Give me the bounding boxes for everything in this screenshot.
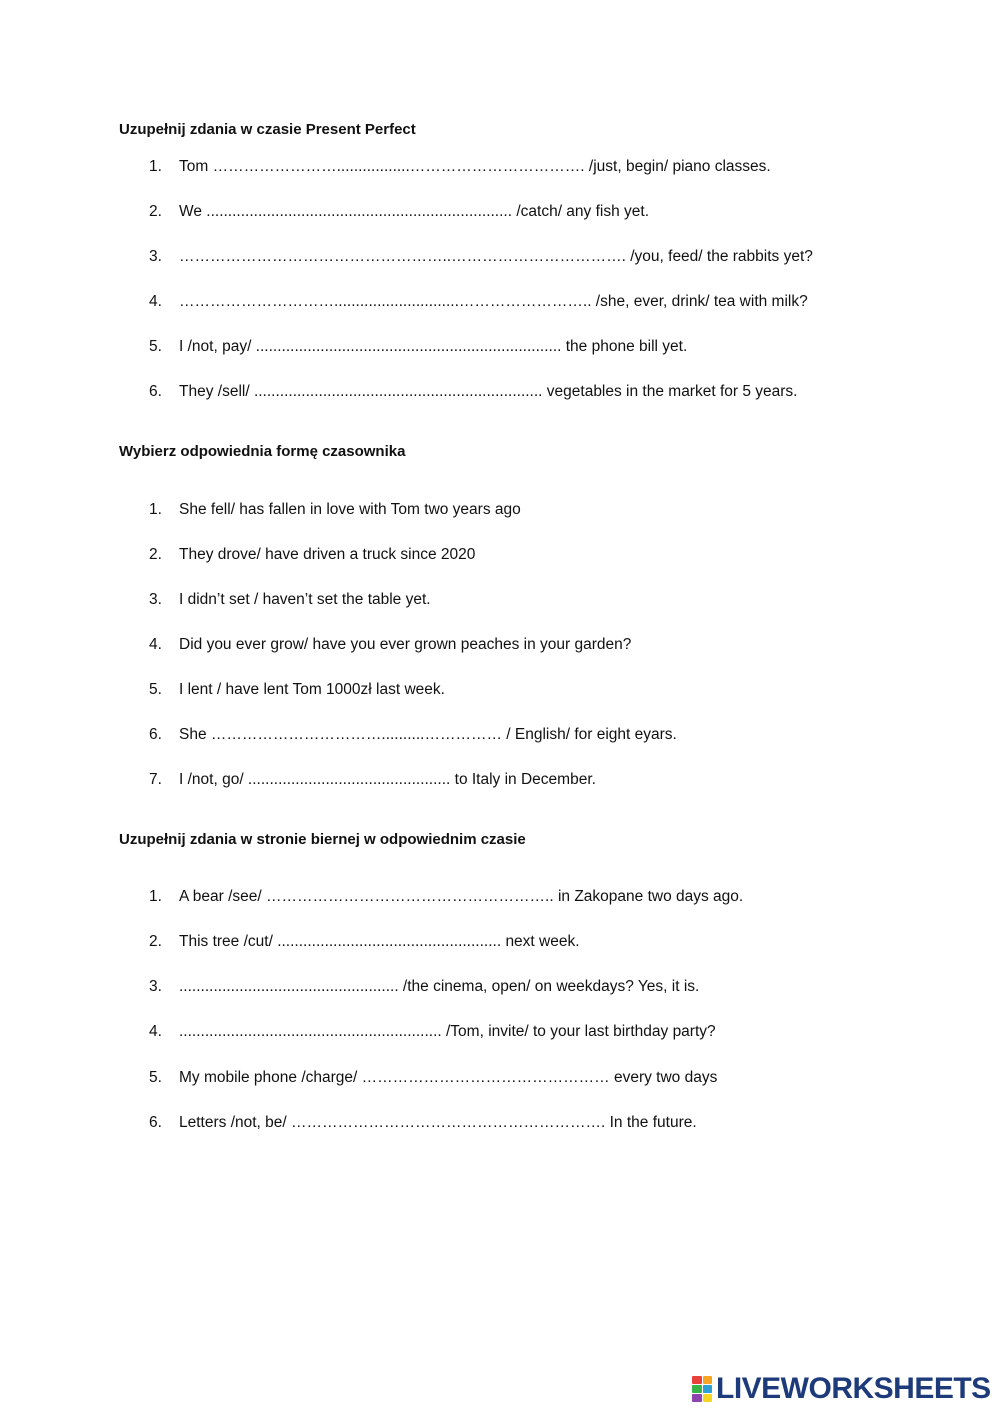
exercise-item: [149, 293, 808, 311]
item-text: Did you ever grow/ have you ever grown peaches in your garden?: [179, 636, 632, 653]
item-number: 1.: [149, 501, 162, 518]
section-heading-present-perfect: Uzupełnij zdania w czasie Present Perfect: [119, 121, 416, 138]
exercise-item: [149, 383, 798, 401]
exercise-item: [149, 636, 631, 654]
logo-blocks-icon: [692, 1376, 712, 1402]
exercise-item: [149, 978, 699, 996]
exercise-item: [149, 726, 677, 744]
exercise-item: [149, 546, 475, 564]
item-number: 7.: [149, 771, 162, 788]
item-number: 2.: [149, 933, 162, 950]
logo-block: [692, 1376, 702, 1384]
item-number: 1.: [149, 158, 162, 175]
item-number: 3.: [149, 591, 162, 608]
exercise-item: [149, 888, 743, 906]
item-text: She fell/ has fallen in love with Tom two years ago: [179, 501, 521, 518]
item-text: A bear /see/ ……………………………………………….. in Zakopane two days ago.: [179, 888, 744, 905]
liveworksheets-logo: [692, 1374, 991, 1404]
item-text: We ....................................................................... /catch/ any fish yet.: [179, 203, 650, 220]
item-number: 2.: [149, 546, 162, 563]
exercise-item: [149, 338, 687, 356]
item-text: Letters /not, be/ ……………………………………………………. In the future.: [179, 1114, 697, 1131]
item-text: I /not, go/ ............................................... to Italy in December.: [179, 771, 596, 788]
item-text: ………………………….............................…………………….. /she, ever, drink/ tea with milk?: [179, 293, 808, 310]
exercise-item: [149, 203, 649, 221]
logo-block: [692, 1394, 702, 1402]
item-number: 3.: [149, 978, 162, 995]
item-text: ............................................................. /Tom, invite/ to your last birthday party?: [179, 1023, 716, 1040]
item-number: 4.: [149, 293, 162, 310]
exercise-item: [149, 158, 771, 176]
item-number: 2.: [149, 203, 162, 220]
exercise-item: [149, 1114, 697, 1132]
item-text: They drove/ have driven a truck since 2020: [179, 546, 476, 563]
item-text: ……………………………………………..……………………………. /you, feed/ the rabbits yet?: [179, 248, 813, 265]
item-text: They /sell/ ................................................................... vegetables in the market for 5 years.: [179, 383, 798, 400]
exercise-item: [149, 933, 580, 951]
item-text: I lent / have lent Tom 1000zł last week.: [179, 681, 445, 698]
item-number: 5.: [149, 1069, 162, 1086]
item-text: Tom …………………….................……………………………. /just, begin/ piano classes.: [179, 158, 771, 175]
item-text: ................................................... /the cinema, open/ on weekdays? Yes, it is.: [179, 978, 700, 995]
item-number: 4.: [149, 636, 162, 653]
item-text: She ……………………………..........…………… / English/ for eight eyars.: [179, 726, 677, 743]
item-number: 6.: [149, 726, 162, 743]
logo-block: [703, 1394, 713, 1402]
logo-block: [703, 1385, 713, 1393]
exercise-item: [149, 1023, 716, 1041]
exercise-item: [149, 771, 596, 789]
logo-block: [703, 1376, 713, 1384]
item-number: 1.: [149, 888, 162, 905]
item-text: This tree /cut/ .................................................... next week.: [179, 933, 580, 950]
item-number: 5.: [149, 338, 162, 355]
exercise-item: [149, 681, 445, 699]
item-text: I didn’t set / haven’t set the table yet.: [179, 591, 431, 608]
item-text: I /not, pay/ ....................................................................... the phone bill yet.: [179, 338, 688, 355]
item-number: 6.: [149, 383, 162, 400]
item-number: 6.: [149, 1114, 162, 1131]
section-heading-passive-voice: Uzupełnij zdania w stronie biernej w odpowiednim czasie: [119, 831, 526, 848]
exercise-item: [149, 1069, 717, 1087]
logo-block: [692, 1385, 702, 1393]
exercise-item: [149, 591, 431, 609]
item-number: 4.: [149, 1023, 162, 1040]
item-text: My mobile phone /charge/ ………………………………………… every two days: [179, 1069, 718, 1086]
logo-text: LIVEWORKSHEETS: [716, 1372, 991, 1405]
section-heading-verb-form: Wybierz odpowiednia formę czasownika: [119, 443, 406, 460]
exercise-item: [149, 501, 521, 519]
item-number: 5.: [149, 681, 162, 698]
exercise-item: [149, 248, 813, 266]
item-number: 3.: [149, 248, 162, 265]
